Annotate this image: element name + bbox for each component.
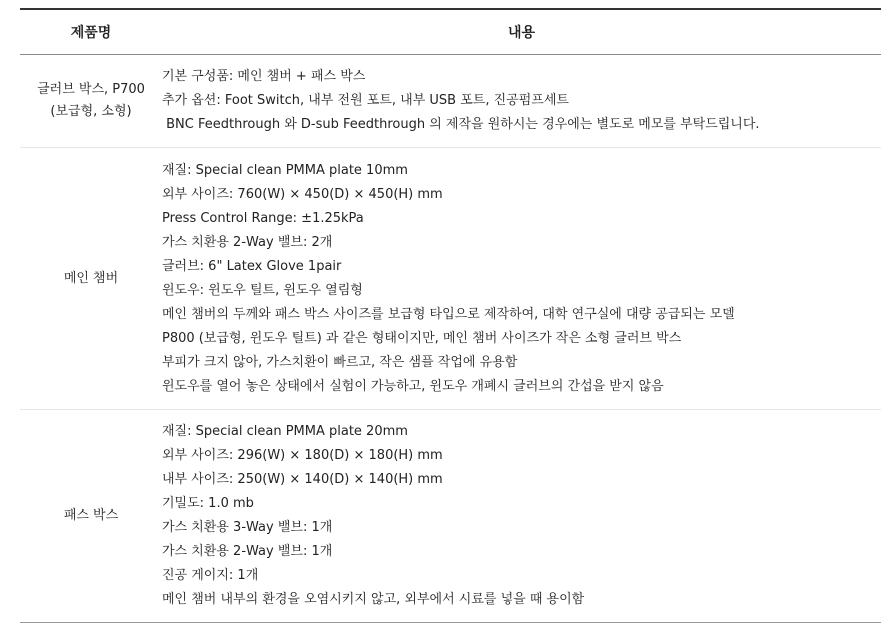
content-line: 기밀도: 1.0 mb xyxy=(162,496,254,511)
content-line: 가스 치환용 2-Way 밸브: 2개 xyxy=(162,234,333,250)
spec-table xyxy=(20,8,881,623)
content-line: 외부 사이즈: 296(W) × 180(D) × 180(H) mm xyxy=(162,448,443,463)
table-header-row xyxy=(20,9,881,55)
product-name-cell xyxy=(20,410,162,623)
content-line: 외부 사이즈: 760(W) × 450(D) × 450(H) mm xyxy=(162,186,443,202)
content-cell xyxy=(162,410,881,623)
content-cell xyxy=(162,55,881,148)
table-row-glovebox xyxy=(20,55,881,148)
content-line: 기본 구성품: 메인 챔버 + 패스 박스 xyxy=(162,69,366,84)
product-name-line: 글러브 박스, P700 xyxy=(37,82,145,97)
content-line: 윈도우를 열어 놓은 상태에서 실험이 가능하고, 윈도우 개폐시 글러브의 간섭을 받지 않음 xyxy=(162,378,664,394)
content-line: 부피가 크지 않아, 가스치환이 빠르고, 작은 샘플 작업에 유용함 xyxy=(162,354,518,370)
content-line: 재질: Special clean PMMA plate 20mm xyxy=(162,424,408,439)
content-line: Press Control Range: ±1.25kPa xyxy=(162,210,364,226)
content-line: 내부 사이즈: 250(W) × 140(D) × 140(H) mm xyxy=(162,472,443,487)
content-line: 가스 치환용 2-Way 밸브: 1개 xyxy=(162,544,333,559)
content-line: 윈도우: 윈도우 틸트, 윈도우 열림형 xyxy=(162,282,363,298)
content-line: 글러브: 6" Latex Glove 1pair xyxy=(162,258,342,274)
product-name-cell xyxy=(20,55,162,148)
content-line: BNC Feedthrough 와 D-sub Feedthrough 의 제작을 원하시는 경우에는 별도로 메모를 부탁드립니다. xyxy=(162,117,760,132)
product-name-line: 메인 챔버 xyxy=(63,270,119,286)
content-line: 재질: Special clean PMMA plate 10mm xyxy=(162,162,408,178)
product-name-line: (보급형, 소형) xyxy=(50,104,132,119)
header-content: 내용 xyxy=(507,25,536,41)
product-name-line: 패스 박스 xyxy=(63,508,119,523)
content-line: 메인 챔버 내부의 환경을 오염시키지 않고, 외부에서 시료를 넣을 때 용이함 xyxy=(162,592,585,607)
content-line: 진공 게이지: 1개 xyxy=(162,568,259,583)
content-line: 추가 옵션: Foot Switch, 내부 전원 포트, 내부 USB 포트, 진공펌프세트 xyxy=(162,93,569,108)
header-product-name: 제품명 xyxy=(70,25,112,41)
content-line: 메인 챔버의 두께와 패스 박스 사이즈를 보급형 타입으로 제작하여, 대학 연구실에 대량 공급되는 모델 xyxy=(162,306,735,322)
table-row-main-chamber xyxy=(20,148,881,410)
content-cell xyxy=(162,148,881,410)
product-name-cell xyxy=(20,148,162,410)
content-line: P800 (보급형, 윈도우 틸트) 과 같은 형태이지만, 메인 챔버 사이즈가 작은 소형 글러브 박스 xyxy=(162,330,682,346)
content-line: 가스 치환용 3-Way 밸브: 1개 xyxy=(162,520,333,535)
table-row-pass-box xyxy=(20,410,881,623)
